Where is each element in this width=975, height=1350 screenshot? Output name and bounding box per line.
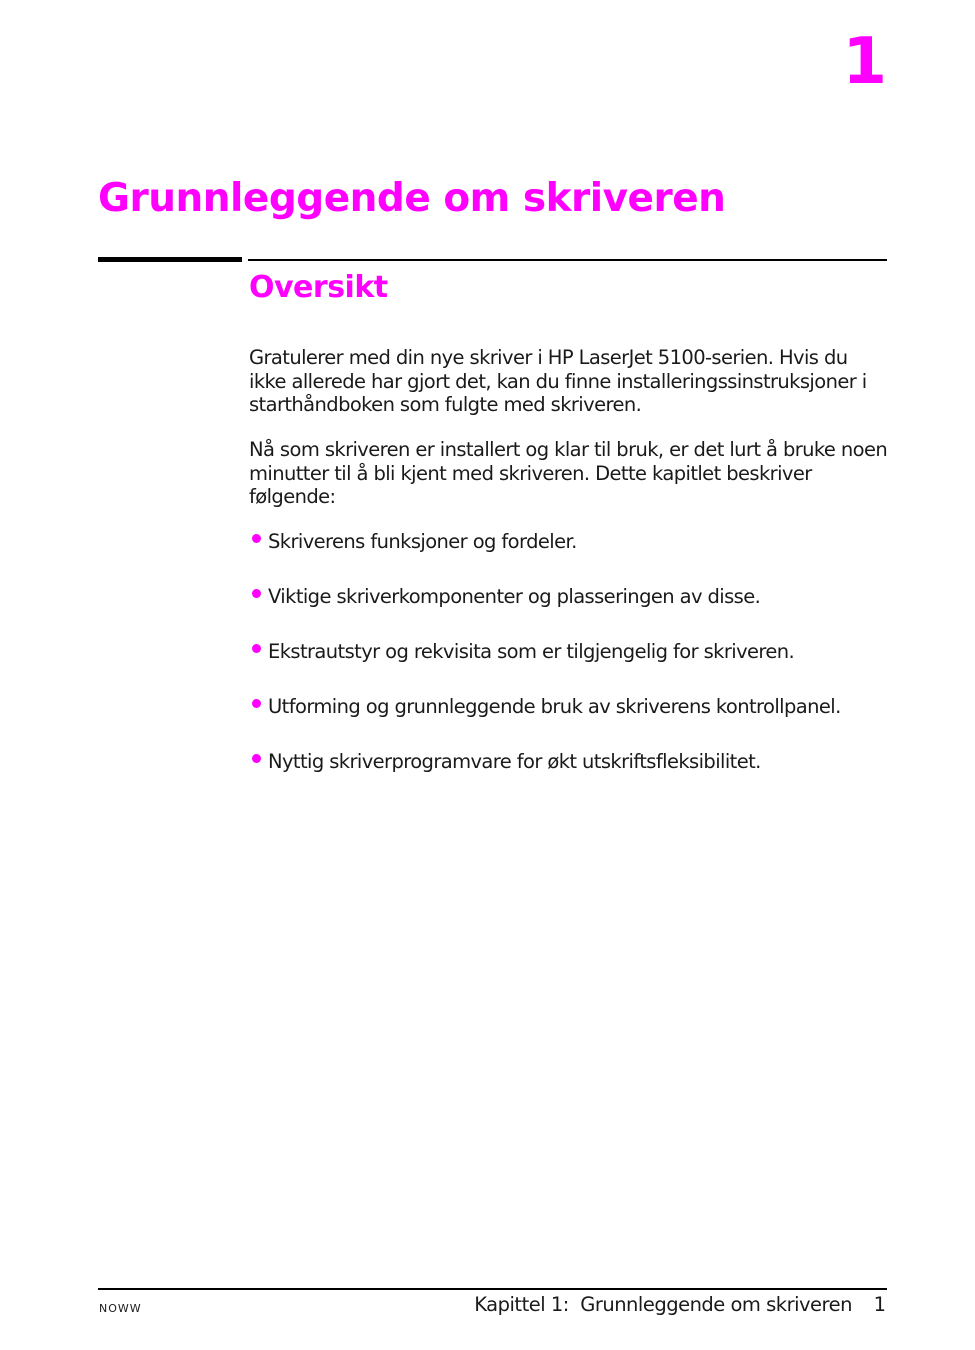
- bullet-icon: [252, 699, 261, 708]
- chapter-rule-thin: [248, 259, 887, 261]
- bullet-icon: [252, 754, 261, 763]
- bullet-icon: [252, 644, 261, 653]
- bullet-icon: [252, 534, 261, 543]
- list-item-text: Ekstrautstyr og rekvisita som er tilgjengelig for skriveren.: [268, 640, 795, 663]
- list-item-text: Skriverens funksjoner og fordeler.: [268, 530, 577, 553]
- bullet-icon: [252, 589, 261, 598]
- feature-list: [249, 528, 889, 803]
- chapter-rule-thick: [98, 257, 242, 262]
- chapter-title: Grunnleggende om skriveren: [98, 176, 726, 221]
- footer-rule: [98, 1288, 887, 1290]
- footer-code: NOWW: [99, 1302, 142, 1315]
- list-item: [249, 638, 889, 693]
- page-number: 1: [873, 1293, 886, 1316]
- list-item-text: Viktige skriverkomponenter og plasseringen av disse.: [268, 585, 761, 608]
- list-item: [249, 528, 889, 583]
- intro-paragraph: Gratulerer med din nye skriver i HP LaserJet 5100-serien. Hvis du ikke allerede har gjort det, kan du finne installeringssinstruksjoner i starthåndboken som fulgte med skriveren.: [249, 346, 867, 416]
- list-item-text: Utforming og grunnleggende bruk av skriverens kontrollpanel.: [268, 695, 841, 718]
- list-item-text: Nyttig skriverprogramvare for økt utskriftsfleksibilitet.: [268, 750, 761, 773]
- list-item: [249, 693, 889, 748]
- chapter-number: 1: [842, 25, 887, 99]
- overview-paragraph: Nå som skriveren er installert og klar til bruk, er det lurt å bruke noen minutter til å bli kjent med skriveren. Dette kapitlet beskriver følgende:: [249, 438, 888, 508]
- section-heading: Oversikt: [249, 270, 388, 305]
- list-item: [249, 748, 889, 803]
- list-item: [249, 583, 889, 638]
- footer-chapter-label: Kapittel 1: Grunnleggende om skriveren: [474, 1293, 852, 1316]
